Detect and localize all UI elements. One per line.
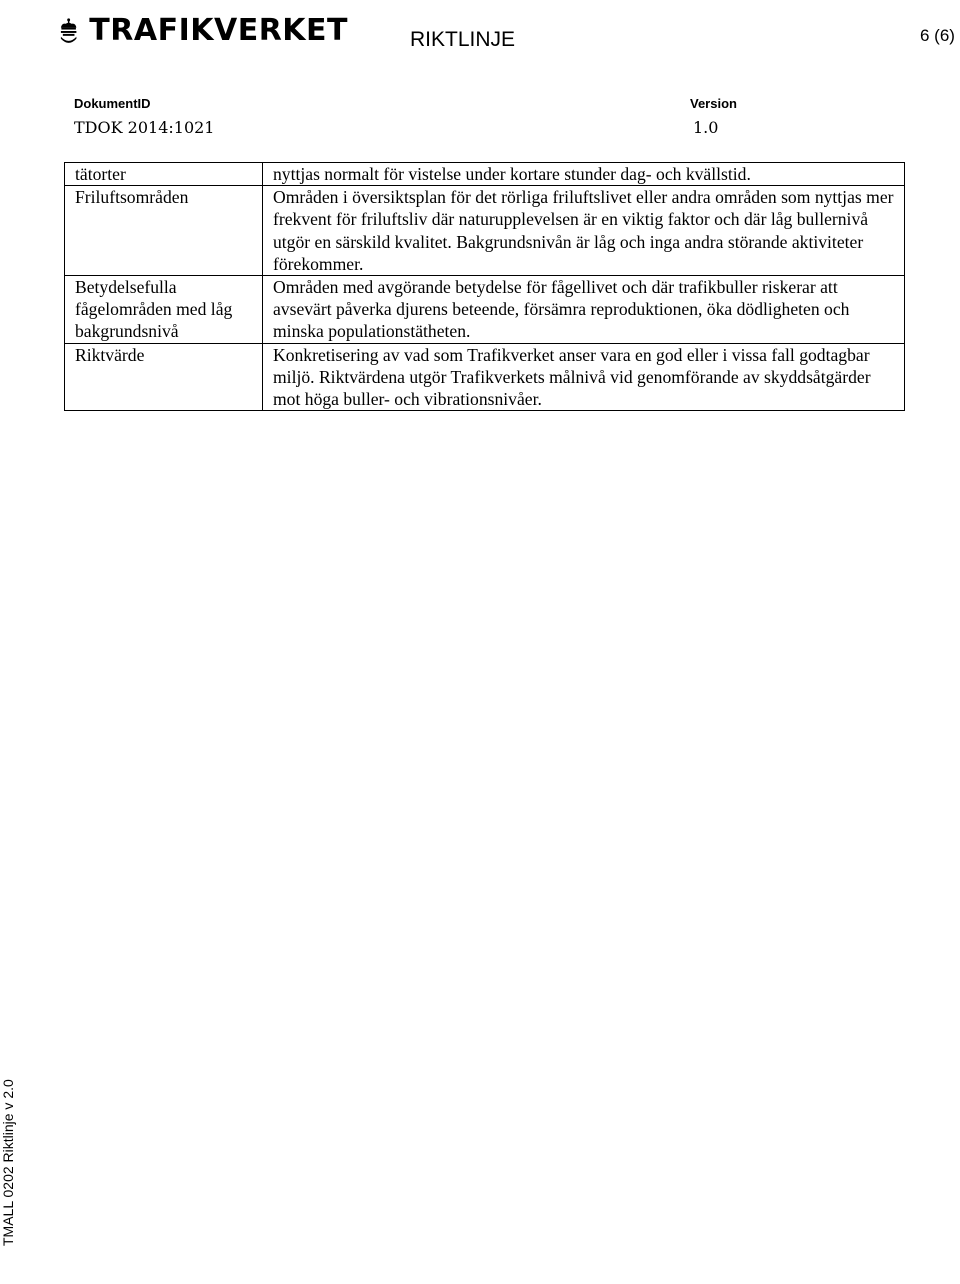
term-cell: tätorter [65,163,263,186]
definition-cell: nyttjas normalt för vistelse under kortare stunder dag- och kvällstid. [263,163,905,186]
trafikverket-logo [58,4,348,58]
table-row [65,163,905,186]
version-label: Version [690,96,737,111]
table-row [65,276,905,344]
crown-emblem-icon [58,4,79,58]
definition-cell: Områden i översiktsplan för det rörliga friluftslivet eller andra områden som nyttjas mer frekvent för friluftsliv där naturupplevelsen är en viktig faktor och där låg bullernivå utgör en särskild kvalitet. Bakgrundsnivån är låg och inga andra störande aktiviteter förekommer. [263,186,905,276]
definitions-table [64,162,905,411]
document-id: TDOK 2014:1021 [74,118,215,137]
document-type: RIKTLINJE [410,28,516,51]
term-cell: Betydelsefulla fågelområden med låg bakgrundsnivå [65,276,263,344]
term-cell: Friluftsområden [65,186,263,276]
logo-wordmark: TRAFIKVERKET [89,13,348,48]
template-side-label: TMALL 0202 Riktlinje v 2.0 [0,1079,16,1246]
definition-cell: Konkretisering av vad som Trafikverket anser vara en god eller i vissa fall godtagbar miljö. Riktvärdena utgör Trafikverkets målnivå vid genomförande av skyddsåtgärder mot höga buller- och vibrationsnivåer. [263,343,905,411]
term-cell: Riktvärde [65,343,263,411]
table-row [65,343,905,411]
table-row [65,186,905,276]
page-number: 6 (6) [920,26,955,45]
document-id-label: DokumentID [74,96,151,111]
version-value: 1.0 [693,118,719,137]
definition-cell: Områden med avgörande betydelse för fågellivet och där trafikbuller riskerar att avsevärt påverka djurens beteende, försämra reproduktionen, öka dödligheten och minska populationstätheten. [263,276,905,344]
